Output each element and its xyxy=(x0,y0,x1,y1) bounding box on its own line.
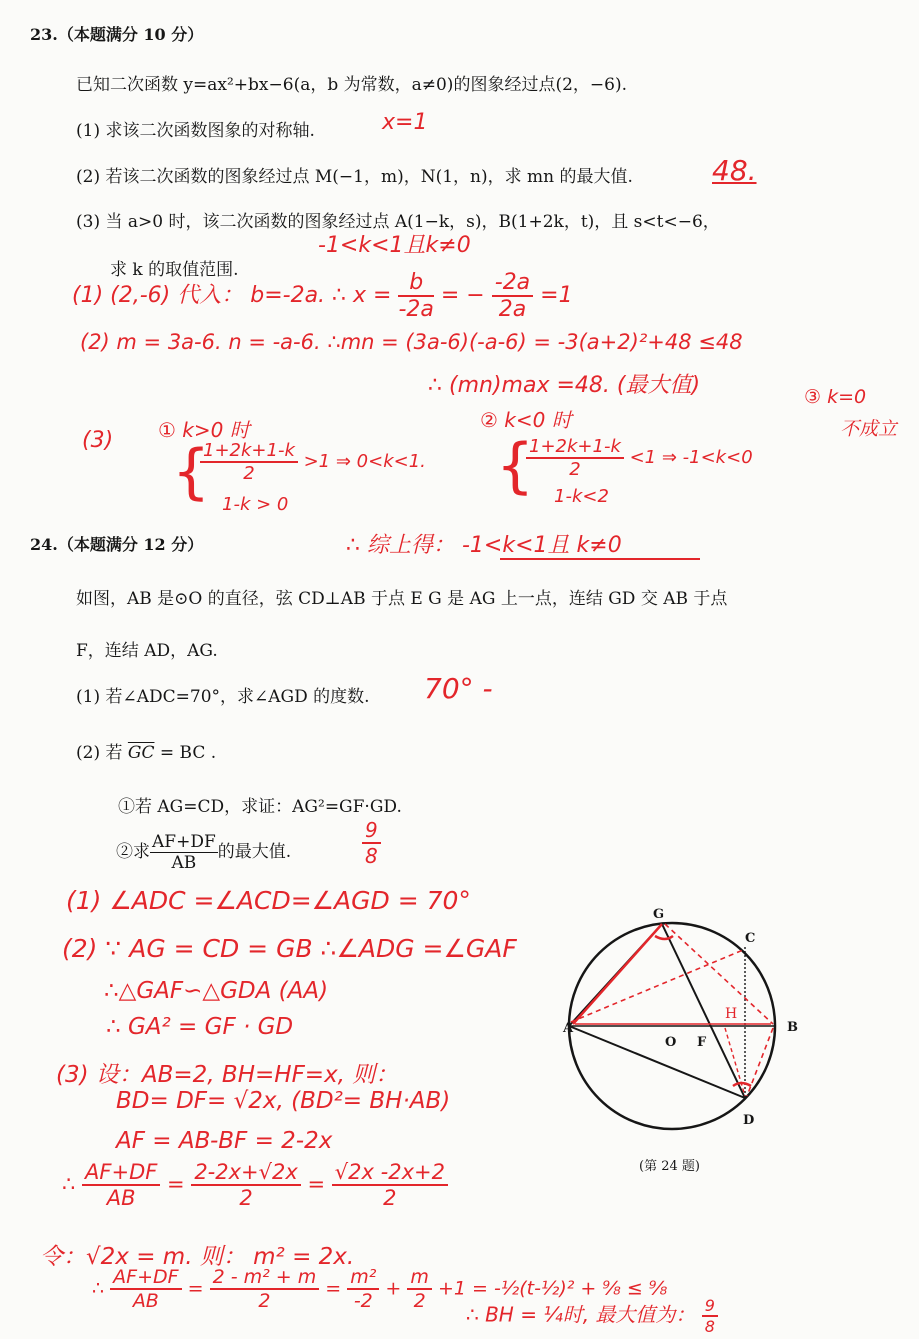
q23-case1-title: ① k>0 时 xyxy=(158,418,250,442)
arc-gc: $\overline{GC}$ xyxy=(127,743,155,763)
q24-sol-line8: ∴ $\frac{AF+DF}{AB}$ = $\frac{2-2x+√2x}{2}$ = $\frac{√2x -2x+2}{2}$ xyxy=(62,1160,448,1210)
label-c: C xyxy=(745,931,756,946)
q23-case1-line1: $\frac{1+2k+1-k}{2}$ >1 ⇒ 0<k<1. xyxy=(200,440,426,484)
angle-mark-g xyxy=(655,936,673,939)
q23-case3-note: 不成立 xyxy=(840,418,898,440)
q24-part2: (2) 若 $\overline{GC}$ = BC . xyxy=(76,743,217,763)
q24-sol-line9: 令：√2x = m. 则： m² = 2x. xyxy=(40,1244,355,1270)
q24-sol-line2: (2) ∵ AG = CD = GB ∴∠ADG =∠GAF xyxy=(62,934,517,963)
q23-solution2-max: ∴ (mn)max =48. (最大值) xyxy=(428,373,701,398)
q23-answer2: 48. xyxy=(712,154,757,187)
q23-conclusion-underline xyxy=(500,558,700,560)
q23-part3-line1: (3) 当 a>0 时，该二次函数的图象经过点 A(1−k，s)，B(1+2k，t)，且 s<t<−6， xyxy=(76,212,720,232)
q24-part1: (1) 若∠ADC=70°，求∠AGD 的度数. xyxy=(76,687,370,707)
label-d: D xyxy=(743,1113,755,1128)
q24-subpart2: ②求 $\frac{AF+DF}{AB}$ 的最大值. xyxy=(116,832,292,873)
q24-subpart1: ①若 AG=CD，求证：AG²=GF·GD. xyxy=(118,797,402,817)
q23-solution2: (2) m = 3a-6. n = -a-6. ∴mn = (3a-6)(-a-6) = -3(a+2)²+48 ≤48 xyxy=(80,330,743,354)
q24-stem-line1: 如图，AB 是⊙O 的直径，弦 CD⊥AB 于点 E G 是 AG 上一点，连结 GD 交 AB 于点 xyxy=(76,589,728,609)
label-o: O xyxy=(665,1035,677,1050)
q23-solution3-label: (3) xyxy=(82,428,114,453)
label-h: H xyxy=(725,1006,738,1022)
q24-answer2: $\frac{9}{8}$ xyxy=(362,818,381,868)
figure-caption: (第 24 题) xyxy=(639,1159,700,1174)
q24-sol-line5: (3) 设：AB=2, BH=HF=x, 则： xyxy=(56,1062,399,1088)
q23-case3-title: ③ k=0 xyxy=(804,386,867,408)
q23-part2: (2) 若该二次函数的图象经过点 M(−1，m)，N(1，n)，求 mn 的最大值. xyxy=(76,167,633,187)
q23-part3-line2: 求 k 的取值范围. xyxy=(110,260,239,280)
q24-answer1: 70° - xyxy=(424,672,493,705)
red-line-gb xyxy=(665,924,773,1024)
q23-solution1: (1) (2,-6) 代入： b=-2a. ∴ x = $\frac{b}{-2a}$ = − $\frac{-2a}{2a}$ =1 xyxy=(72,270,573,322)
q23-conclusion: ∴ 综上得： -1<k<1且 k≠0 xyxy=(346,533,622,558)
label-f: F xyxy=(697,1035,707,1050)
red-line-ac xyxy=(571,950,743,1022)
q23-header: 23.（本题满分 10 分） xyxy=(30,25,204,44)
geometry-figure xyxy=(565,900,805,1180)
q23-case2-line1: $\frac{1+2k+1-k}{2}$ <1 ⇒ -1<k<0 xyxy=(526,436,753,480)
q23-case2-title: ② k<0 时 xyxy=(480,408,572,432)
q24-header: 24.（本题满分 12 分） xyxy=(30,535,204,554)
q24-sol-line4: ∴ GA² = GF · GD xyxy=(106,1014,294,1040)
q23-case1-brace: { xyxy=(172,437,211,507)
label-b: B xyxy=(787,1020,798,1035)
q23-stem: 已知二次函数 y=ax²+bx−6(a，b 为常数，a≠0)的图象经过点(2，−6). xyxy=(76,75,627,95)
q24-sol-line10: ∴ $\frac{AF+DF}{AB}$ = $\frac{\text{2 - m² + m}}{2}$ = $\frac{\text{m²}}{-2}$ + $\frac{m}{2}$ +1 = -½(t-½)² + ⁹⁄₈ ≤ ⁹⁄₈ xyxy=(92,1266,668,1312)
q23-case2-brace: { xyxy=(496,431,535,501)
q23-part1: (1) 求该二次函数图象的对称轴. xyxy=(76,121,315,141)
line-ad xyxy=(569,1026,745,1098)
q23-answer3: -1<k<1且k≠0 xyxy=(318,233,471,258)
label-a: A xyxy=(563,1021,574,1036)
label-g: G xyxy=(653,907,665,922)
q24-sol-line1: (1) ∠ADC =∠ACD=∠AGD = 70° xyxy=(66,886,471,915)
q24-stem-line2: F，连结 AD，AG. xyxy=(76,641,218,661)
q24-sol-line3: ∴△GAF∽△GDA (AA) xyxy=(104,978,329,1004)
q24-sol-line7: AF = AB-BF = 2-2x xyxy=(116,1128,333,1154)
q24-sol-line11: ∴ BH = ¼时, 最大值为： $\frac{9}{8}$ xyxy=(466,1296,718,1336)
q23-answer1: x=1 xyxy=(382,110,428,135)
q23-case1-line2: 1-k > 0 xyxy=(222,494,289,515)
q24-sol-line6: BD= DF= √2x, (BD²= BH·AB) xyxy=(116,1088,451,1114)
q23-case2-line2: 1-k<2 xyxy=(554,486,609,507)
